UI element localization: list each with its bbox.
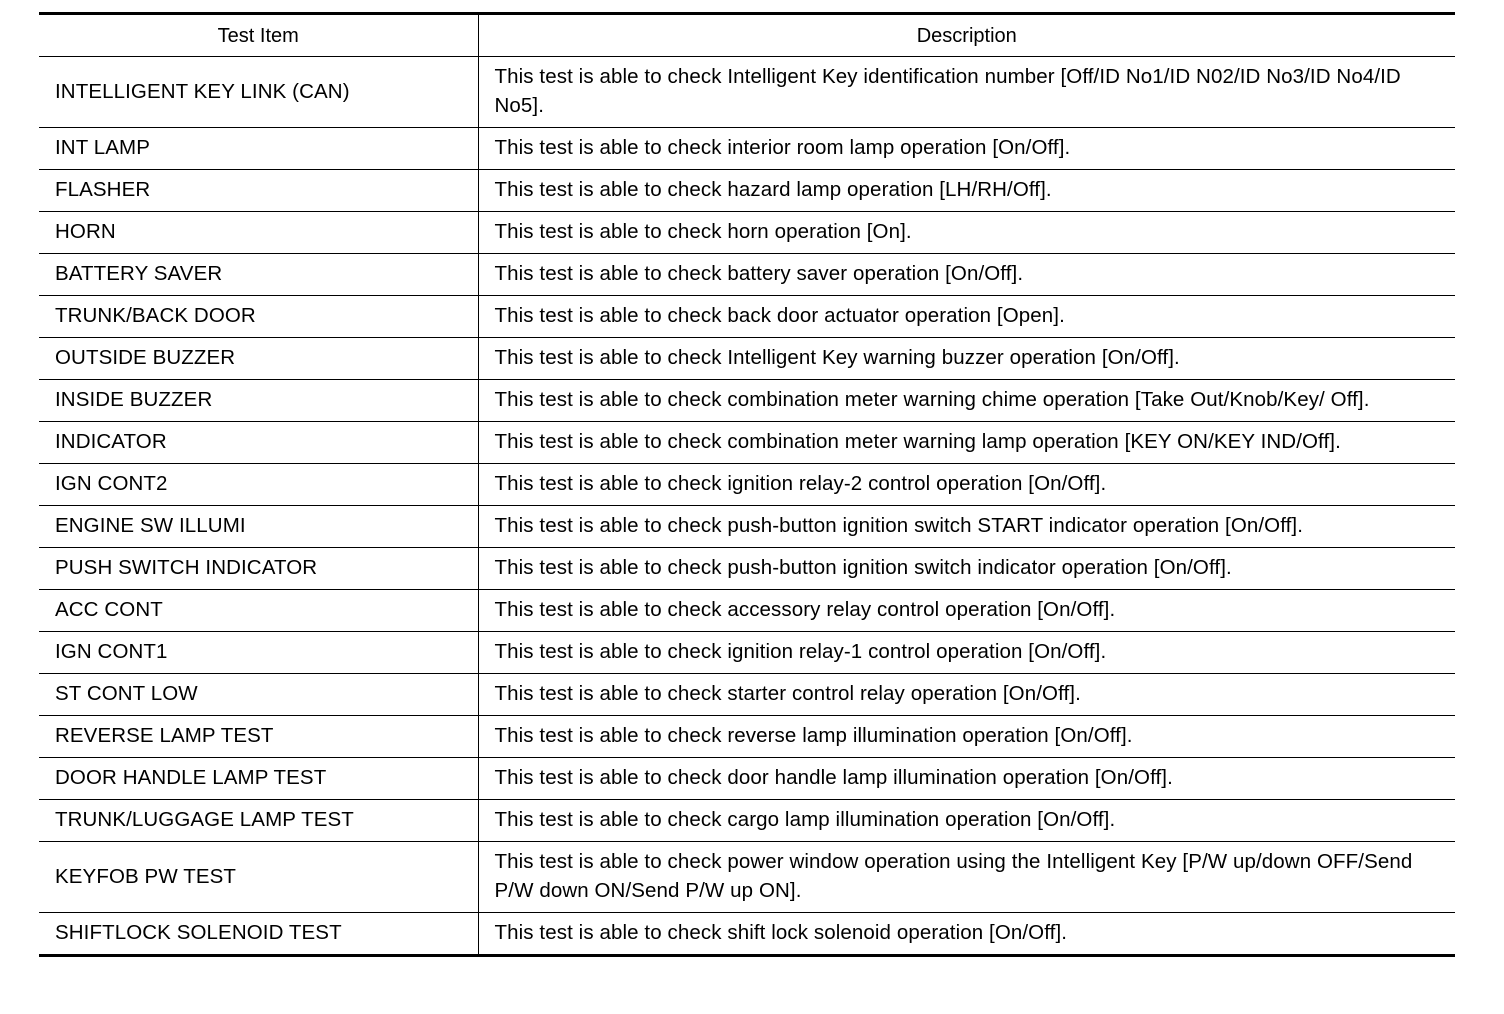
table-row [39, 913, 1455, 956]
description-cell: This test is able to check hazard lamp operation [LH/RH/Off]. [478, 170, 1455, 212]
description-cell: This test is able to check starter control relay operation [On/Off]. [478, 674, 1455, 716]
test-item-cell: INTELLIGENT KEY LINK (CAN) [39, 57, 478, 128]
test-item-cell: FLASHER [39, 170, 478, 212]
test-item-cell: ACC CONT [39, 590, 478, 632]
header-row [39, 14, 1455, 57]
test-item-cell: DOOR HANDLE LAMP TEST [39, 758, 478, 800]
table-row [39, 674, 1455, 716]
description-cell: This test is able to check ignition relay-2 control operation [On/Off]. [478, 464, 1455, 506]
test-item-cell: KEYFOB PW TEST [39, 842, 478, 913]
active-test-table [39, 12, 1455, 957]
table-body [39, 57, 1455, 956]
test-item-cell: REVERSE LAMP TEST [39, 716, 478, 758]
description-cell: This test is able to check Intelligent Key warning buzzer operation [On/Off]. [478, 338, 1455, 380]
test-item-cell: ENGINE SW ILLUMI [39, 506, 478, 548]
test-item-cell: SHIFTLOCK SOLENOID TEST [39, 913, 478, 956]
description-cell: This test is able to check door handle lamp illumination operation [On/Off]. [478, 758, 1455, 800]
test-item-cell: IGN CONT1 [39, 632, 478, 674]
description-cell: This test is able to check push-button ignition switch indicator operation [On/Off]. [478, 548, 1455, 590]
description-cell: This test is able to check ignition relay-1 control operation [On/Off]. [478, 632, 1455, 674]
test-item-cell: TRUNK/LUGGAGE LAMP TEST [39, 800, 478, 842]
description-cell: This test is able to check combination meter warning lamp operation [KEY ON/KEY IND/Off]. [478, 422, 1455, 464]
test-item-cell: HORN [39, 212, 478, 254]
description-cell: This test is able to check Intelligent Key identification number [Off/ID No1/ID N02/ID No3/ID No4/ID No5]. [478, 57, 1455, 128]
test-item-cell: PUSH SWITCH INDICATOR [39, 548, 478, 590]
test-item-cell: BATTERY SAVER [39, 254, 478, 296]
description-cell: This test is able to check cargo lamp illumination operation [On/Off]. [478, 800, 1455, 842]
table-row [39, 128, 1455, 170]
table-row [39, 338, 1455, 380]
table-row [39, 464, 1455, 506]
table-row [39, 422, 1455, 464]
test-item-cell: INSIDE BUZZER [39, 380, 478, 422]
test-item-cell: IGN CONT2 [39, 464, 478, 506]
table-row [39, 254, 1455, 296]
table-row [39, 590, 1455, 632]
description-cell: This test is able to check reverse lamp illumination operation [On/Off]. [478, 716, 1455, 758]
table-row [39, 716, 1455, 758]
table-row [39, 296, 1455, 338]
description-cell: This test is able to check combination meter warning chime operation [Take Out/Knob/Key/ Off]. [478, 380, 1455, 422]
header-test-item: Test Item [39, 14, 478, 57]
table-row [39, 632, 1455, 674]
test-item-cell: OUTSIDE BUZZER [39, 338, 478, 380]
table-row [39, 548, 1455, 590]
description-cell: This test is able to check battery saver operation [On/Off]. [478, 254, 1455, 296]
table-row [39, 758, 1455, 800]
description-cell: This test is able to check shift lock solenoid operation [On/Off]. [478, 913, 1455, 956]
test-item-cell: INDICATOR [39, 422, 478, 464]
description-cell: This test is able to check interior room lamp operation [On/Off]. [478, 128, 1455, 170]
table-row [39, 170, 1455, 212]
description-cell: This test is able to check horn operation [On]. [478, 212, 1455, 254]
table-row [39, 212, 1455, 254]
header-description: Description [478, 14, 1455, 57]
description-cell: This test is able to check accessory relay control operation [On/Off]. [478, 590, 1455, 632]
table-row [39, 380, 1455, 422]
table-row [39, 842, 1455, 913]
table-header [39, 14, 1455, 57]
table-row [39, 506, 1455, 548]
table-row [39, 57, 1455, 128]
test-item-cell: INT LAMP [39, 128, 478, 170]
active-test-table-container [39, 12, 1455, 957]
test-item-cell: ST CONT LOW [39, 674, 478, 716]
description-cell: This test is able to check power window operation using the Intelligent Key [P/W up/down OFF/Send P/W down ON/Send P/W up ON]. [478, 842, 1455, 913]
test-item-cell: TRUNK/BACK DOOR [39, 296, 478, 338]
description-cell: This test is able to check push-button ignition switch START indicator operation [On/Off]. [478, 506, 1455, 548]
table-row [39, 800, 1455, 842]
description-cell: This test is able to check back door actuator operation [Open]. [478, 296, 1455, 338]
